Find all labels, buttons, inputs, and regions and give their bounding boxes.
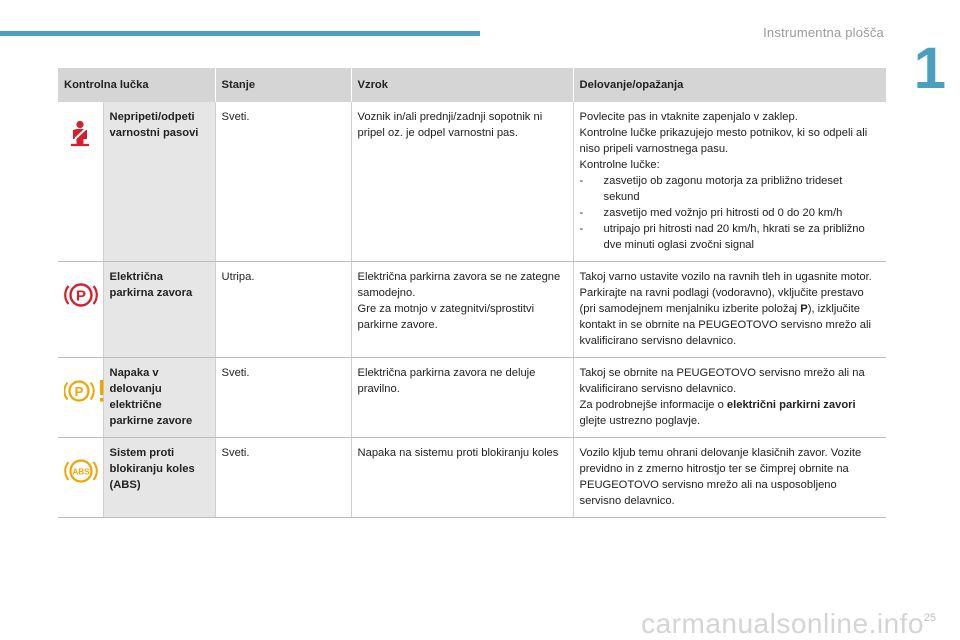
action-cell: Vozilo kljub temu ohrani delovanje klasičnih zavor. Vozite previdno in z zmerno hitrostjo ter se čimprej obrnite na PEUGEOTOVO servisno mrežo ali na usposobljeno servisno delavnico. — [573, 438, 886, 518]
warning-lights-table — [58, 68, 886, 518]
watermark: carmanualsonline.info — [641, 608, 924, 639]
table-row — [58, 262, 886, 358]
state-cell: Sveti. — [215, 438, 351, 518]
svg-text:P: P — [75, 287, 87, 305]
top-accent-bar — [0, 31, 480, 36]
action-cell — [573, 262, 886, 358]
action-line: Takoj se obrnite na PEUGEOTOVO servisno mrežo ali na kvalificirano servisno delavnico. — [579, 367, 865, 395]
state-cell: Sveti. — [215, 102, 351, 262]
table-row — [58, 358, 886, 438]
icon-cell — [58, 358, 103, 438]
action-bullet: - zasvetijo med vožnjo pri hitrosti od 0 do 20 km/h — [579, 207, 843, 219]
seatbelt-warning-icon — [67, 139, 93, 151]
indicator-name: Električna parkirna zavora — [103, 262, 215, 358]
state-cell: Utripa. — [215, 262, 351, 358]
state-cell: Sveti. — [215, 358, 351, 438]
action-line: Takoj varno ustavite vozilo na ravnih tleh in ugasnite motor. — [579, 271, 872, 283]
table-row — [58, 438, 886, 518]
cause-cell — [351, 262, 573, 358]
indicator-name: Sistem proti blokiranju koles (ABS) — [103, 438, 215, 518]
indicator-name: Napaka v delovanju električne parkirne zavore — [103, 358, 215, 438]
icon-cell — [58, 438, 103, 518]
action-line: Kontrolne lučke prikazujejo mesto potnikov, ki so odpeli ali niso pripeli varnostnega pasu. — [579, 127, 868, 155]
table-row — [58, 102, 886, 262]
header-indicator: Kontrolna lučka — [58, 68, 215, 102]
cause-cell: Električna parkirna zavora ne deluje pravilno. — [351, 358, 573, 438]
cause-cell: Napaka na sistemu proti blokiranju koles — [351, 438, 573, 518]
svg-text:ABS: ABS — [72, 467, 90, 477]
action-line: Povlecite pas in vtaknite zapenjalo v zaklep. — [579, 111, 798, 123]
abs-icon — [64, 467, 98, 489]
table-header-row — [58, 68, 886, 102]
header-action: Delovanje/opažanja — [573, 68, 886, 102]
action-line: Kontrolne lučke: — [579, 159, 660, 171]
chapter-number: 1 — [913, 36, 946, 101]
parking-brake-icon — [64, 287, 98, 313]
icon-cell — [58, 102, 103, 262]
action-cell — [573, 102, 886, 262]
header-cause: Vzrok — [351, 68, 573, 102]
cause-line: Gre za motnjo v zategnitvi/sprostitvi parkirne zavore. — [357, 303, 535, 331]
parking-brake-fault-icon — [64, 384, 108, 409]
cause-line: Električna parkirna zavora se ne zategne samodejno. — [357, 271, 561, 299]
page-number: 25 — [923, 612, 936, 624]
action-line: Za podrobnejše informacije o električni parkirni zavori glejte ustrezno poglavje. — [579, 399, 856, 427]
action-cell — [573, 358, 886, 438]
indicator-name: Nepripeti/odpeti varnostni pasovi — [103, 102, 215, 262]
icon-cell — [58, 262, 103, 358]
svg-text:P: P — [74, 384, 84, 399]
section-title: Instrumentna plošča — [763, 25, 884, 40]
action-bullet: - zasvetijo ob zagonu motorja za približno trideset sekund — [579, 175, 843, 203]
header-state: Stanje — [215, 68, 351, 102]
action-line: Parkirajte na ravni podlagi (vodoravno), vključite prestavo (pri samodejnem menjalniku izberite položaj P), izključite kontakt in se obrnite na PEUGEOTOVO servisno mrežo ali kvalificirano servisno delavnico. — [579, 287, 871, 347]
action-bullet: - utripajo pri hitrosti nad 20 km/h, hkrati se za približno dve minuti oglasi zvočni signal — [579, 223, 865, 251]
cause-cell: Voznik in/ali prednji/zadnji sopotnik ni pripel oz. je odpel varnostni pas. — [351, 102, 573, 262]
